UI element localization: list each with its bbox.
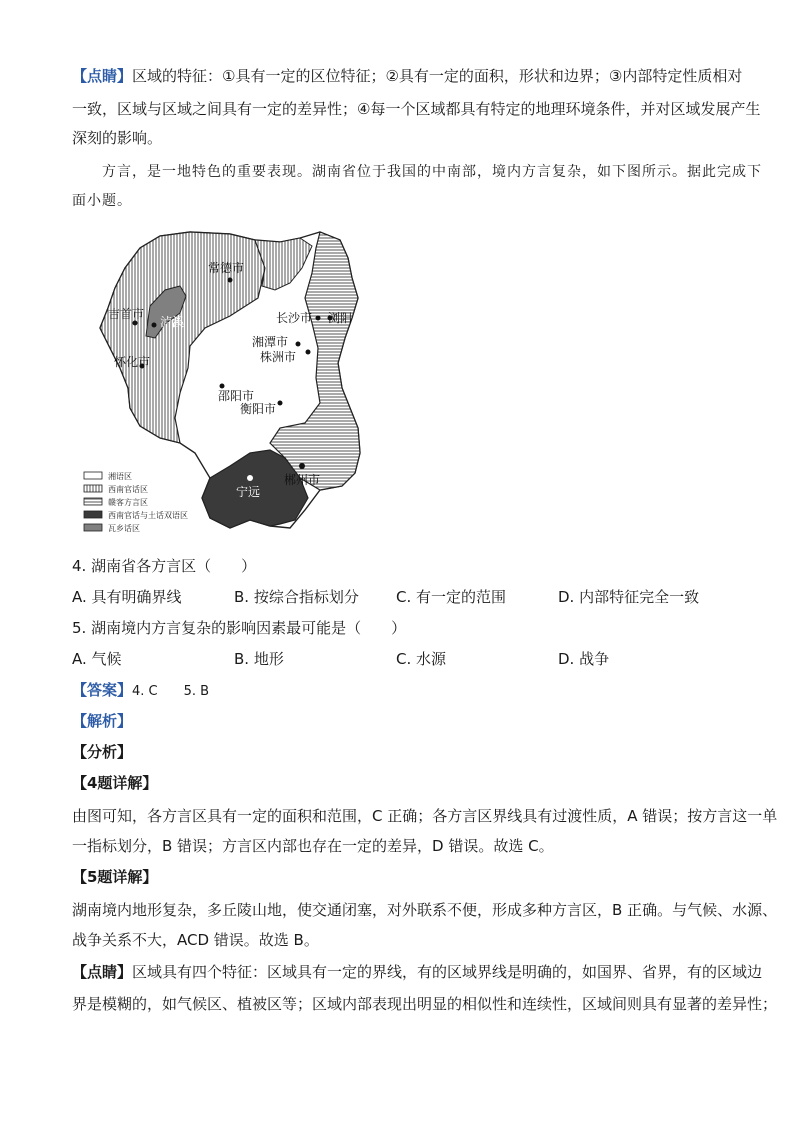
legend-swatch-xiang [84,472,102,479]
note-paragraph-2-line-2: 界是模糊的，如气候区、植被区等；区域内部表现出明显的相似性和连续性，区域间则具有显著的差异性； [72,995,778,1013]
hunan-dialect-map [80,228,370,546]
q5-option-b: B. 地形 [234,650,284,668]
question-4-stem: 4. 湖南省各方言区（ ） [72,557,257,575]
legend-label-3: 赣客方言区 [108,498,148,507]
city-hengyang: 衡阳市 [240,402,277,416]
legend-label-1: 湘语区 [108,472,132,481]
city-luxi: 泸溪 [160,315,185,329]
detail-4-line-1: 由图可知，各方言区具有一定的面积和范围，C 正确；各方言区界线具有过渡性质，A 错误；按方言这一单 [72,807,778,825]
city-liuyang: 浏阳 [328,311,353,325]
city-xiangtan: 湘潭市 [252,335,289,349]
q5-option-a: A. 气候 [72,650,122,668]
detail-4-line-2: 一指标划分，B 错误；方言区内部也存在一定的差异，D 错误。故选 C。 [72,837,554,855]
detail-4-tag: 【4题详解】 [72,774,158,792]
map-legend [84,471,188,533]
legend-label-6: 瓦乡话区 [108,524,140,533]
note-paragraph-2-line-1 [72,962,762,982]
q5-option-d: D. 战争 [558,650,610,668]
city-shaoyang: 邵阳市 [218,389,255,403]
q5-option-c: C. 水源 [396,650,447,668]
note-tag: 【点睛】 [72,67,133,85]
q4-option-a: A. 具有明确界线 [72,588,182,606]
legend-swatch-bilingual [84,511,102,518]
city-jishou: 吉首市 [108,307,145,321]
zhuzhou-dot [306,350,311,355]
city-chenzhou: 郴州市 [284,473,321,487]
ningyuan-dot [247,475,253,481]
q4-option-b: B. 按综合指标划分 [234,588,359,606]
detail-5-tag: 【5题详解】 [72,868,158,886]
intro-line-1: 方言，是一地特色的重要表现。湖南省位于我国的中南部，境内方言复杂，如下图所示。据此完成下 [102,164,762,180]
shaoyang-dot [220,384,225,389]
q4-option-c: C. 有一定的范围 [396,588,507,606]
fenxi-tag: 【分析】 [72,743,133,761]
legend-label-5: 西南官话与土话双语区 [108,511,188,520]
note-2-text: 区域具有四个特征：区域具有一定的界线，有的区域界线是明确的，如国界、省界，有的区域边 [132,963,763,981]
changde-dot [228,278,233,283]
city-zhuzhou: 株洲市 [260,350,297,364]
legend-label-2: 西南官话区 [108,485,148,494]
jishou-dot [133,321,138,326]
question-5-stem: 5. 湖南境内方言复杂的影响因素最可能是（ ） [72,619,407,637]
q4-option-d: D. 内部特征完全一致 [558,588,700,606]
legend-swatch-mandarin [84,485,102,492]
answer-text: 4. C 5. B [132,684,210,699]
detail-5-line-2: 战争关系不大，ACD 错误。故选 B。 [72,931,319,949]
note-paragraph-1-line-3: 深刻的影响。 [72,129,163,147]
legend-swatch-gan-kejia [84,498,102,505]
answer-tag: 【答案】 [72,681,133,699]
note-paragraph-1-line-2: 一致，区域与区域之间具有一定的差异性；④每一个区域都具有特定的地理环境条件，并对区域发展产生 [72,100,761,118]
analysis-tag: 【解析】 [72,712,133,730]
city-changsha: 长沙市 [276,311,313,325]
city-ningyuan: 宁远 [236,485,261,499]
note-paragraph-1-line-1 [72,66,742,86]
city-changde: 常德市 [208,261,245,275]
intro-line-2: 面小题。 [72,193,132,209]
chenzhou-dot [299,463,305,469]
hengyang-dot [278,401,283,406]
legend-swatch-waxiang [84,524,102,531]
city-huaihua: 怀化市 [114,355,151,369]
note-text: 区域的特征：①具有一定的区位特征；②具有一定的面积，形状和边界；③内部特定性质相对 [132,67,743,85]
detail-5-line-1: 湖南境内地形复杂，多丘陵山地，使交通闭塞，对外联系不便，形成多种方言区，B 正确。与气候、水源、 [72,901,778,919]
luxi-dot [152,323,157,328]
changsha-dot [316,316,321,321]
note-2-tag: 【点睛】 [72,963,133,981]
xiangtan-dot [296,342,301,347]
answer-line [72,680,209,702]
